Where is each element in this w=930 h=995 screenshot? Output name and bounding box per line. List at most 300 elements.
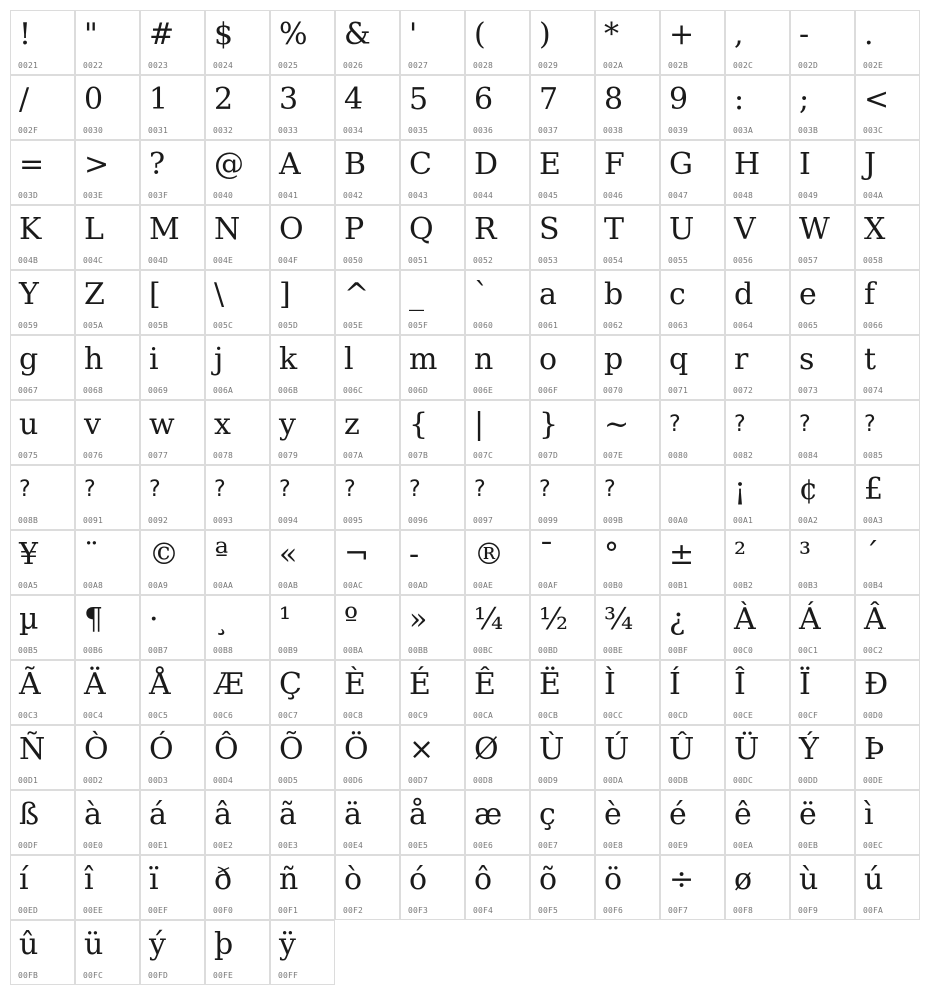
glyph-code-label: 00FB	[18, 971, 39, 980]
glyph-sample: Æ	[214, 667, 245, 702]
glyph-code-label: 0076	[83, 451, 104, 460]
glyph-cell	[205, 790, 270, 855]
missing-glyph-box: ?	[214, 477, 226, 502]
glyph-cell	[75, 335, 140, 400]
glyph-sample: s	[799, 342, 815, 377]
glyph-cell	[530, 140, 595, 205]
glyph-code-label: 0025	[278, 61, 299, 70]
glyph-cell	[725, 595, 790, 660]
glyph-code-label: 0043	[408, 191, 429, 200]
glyph-code-label: 0085	[863, 451, 884, 460]
glyph-code-label: 0046	[603, 191, 624, 200]
glyph-code-label: 00B2	[733, 581, 754, 590]
glyph-cell	[335, 855, 400, 920]
glyph-cell	[400, 140, 465, 205]
glyph-sample: b	[604, 277, 624, 312]
glyph-code-label: 0074	[863, 386, 884, 395]
glyph-cell	[400, 790, 465, 855]
glyph-code-label: 00E1	[148, 841, 169, 850]
glyph-code-label: 0028	[473, 61, 494, 70]
glyph-sample: {	[409, 407, 429, 442]
glyph-code-label: 00A3	[863, 516, 884, 525]
glyph-sample: =	[19, 147, 45, 182]
glyph-cell	[140, 140, 205, 205]
glyph-code-label: 006C	[343, 386, 364, 395]
glyph-sample: 2	[214, 82, 234, 117]
glyph-cell	[855, 465, 920, 530]
glyph-cell	[530, 270, 595, 335]
glyph-code-label: 00A5	[18, 581, 39, 590]
glyph-code-label: 004A	[863, 191, 884, 200]
glyph-cell	[10, 855, 75, 920]
glyph-code-label: 007E	[603, 451, 624, 460]
glyph-sample: Ã	[19, 667, 41, 702]
glyph-sample: ×	[409, 732, 435, 767]
glyph-code-label: 0071	[668, 386, 689, 395]
glyph-code-label: 004B	[18, 256, 39, 265]
glyph-code-label: 0094	[278, 516, 299, 525]
glyph-sample: ¯	[539, 537, 554, 572]
glyph-code-label: 00B7	[148, 646, 169, 655]
glyph-sample: Ò	[84, 732, 109, 767]
glyph-code-label: 006E	[473, 386, 494, 395]
glyph-sample: m	[409, 342, 438, 377]
glyph-cell	[855, 10, 920, 75]
glyph-code-label: 00AE	[473, 581, 494, 590]
glyph-cell	[335, 725, 400, 790]
glyph-sample: K	[19, 212, 42, 247]
glyph-code-label: 00B0	[603, 581, 624, 590]
glyph-cell	[725, 205, 790, 270]
glyph-code-label: 00C8	[343, 711, 364, 720]
glyph-sample: #	[149, 17, 175, 52]
glyph-sample: Ç	[279, 667, 302, 702]
glyph-sample: g	[19, 342, 39, 377]
glyph-sample: 1	[149, 82, 169, 117]
glyph-code-label: 002A	[603, 61, 624, 70]
glyph-code-label: 002E	[863, 61, 884, 70]
glyph-cell	[855, 595, 920, 660]
glyph-sample: ø	[734, 862, 753, 897]
missing-glyph-box: ?	[864, 412, 876, 437]
glyph-cell	[725, 140, 790, 205]
glyph-cell	[10, 595, 75, 660]
glyph-code-label: 00B3	[798, 581, 819, 590]
glyph-sample: û	[19, 927, 39, 962]
glyph-code-label: 00A0	[668, 516, 689, 525]
glyph-cell	[790, 660, 855, 725]
glyph-code-label: 009B	[603, 516, 624, 525]
glyph-cell	[855, 530, 920, 595]
glyph-cell	[660, 205, 725, 270]
glyph-code-label: 0084	[798, 451, 819, 460]
glyph-cell	[75, 595, 140, 660]
glyph-code-label: 003B	[798, 126, 819, 135]
glyph-sample: -	[409, 537, 420, 572]
glyph-sample: ó	[409, 862, 428, 897]
glyph-sample: C	[409, 147, 432, 182]
glyph-sample: Z	[84, 277, 105, 312]
glyph-cell	[855, 660, 920, 725]
glyph-code-label: 0041	[278, 191, 299, 200]
glyph-code-label: 0056	[733, 256, 754, 265]
glyph-cell	[530, 595, 595, 660]
glyph-cell	[855, 140, 920, 205]
glyph-cell	[660, 855, 725, 920]
glyph-sample: ú	[864, 862, 884, 897]
glyph-sample: Â	[864, 602, 886, 637]
glyph-sample: <	[864, 82, 890, 117]
glyph-cell	[270, 10, 335, 75]
glyph-cell	[75, 725, 140, 790]
missing-glyph-box: ?	[474, 477, 486, 502]
glyph-sample: ß	[19, 797, 40, 832]
glyph-code-label: 00BD	[538, 646, 559, 655]
glyph-code-label: 00F5	[538, 906, 559, 915]
glyph-code-label: 00E8	[603, 841, 624, 850]
glyph-cell	[270, 270, 335, 335]
glyph-cell	[790, 595, 855, 660]
glyph-sample: )	[539, 17, 551, 52]
glyph-cell	[140, 530, 205, 595]
glyph-cell	[465, 725, 530, 790]
glyph-sample: |	[474, 407, 485, 442]
glyph-cell	[400, 465, 465, 530]
glyph-sample: È	[344, 667, 366, 702]
glyph-code-label: 00BA	[343, 646, 364, 655]
glyph-cell	[270, 335, 335, 400]
glyph-code-label: 0044	[473, 191, 494, 200]
glyph-sample: Ù	[539, 732, 565, 767]
glyph-cell	[140, 335, 205, 400]
glyph-code-label: 0062	[603, 321, 624, 330]
glyph-cell	[595, 725, 660, 790]
glyph-sample: R	[474, 212, 497, 247]
glyph-code-label: 00AC	[343, 581, 364, 590]
glyph-cell	[595, 595, 660, 660]
glyph-code-label: 00E7	[538, 841, 559, 850]
glyph-cell	[725, 855, 790, 920]
glyph-cell	[660, 465, 725, 530]
glyph-code-label: 003A	[733, 126, 754, 135]
glyph-code-label: 00EF	[148, 906, 169, 915]
glyph-sample: $	[214, 17, 234, 52]
glyph-cell	[400, 75, 465, 140]
glyph-cell	[335, 75, 400, 140]
glyph-code-label: 00D9	[538, 776, 559, 785]
glyph-sample: a	[539, 277, 557, 312]
glyph-code-label: 0082	[733, 451, 754, 460]
glyph-sample: I	[799, 147, 811, 182]
glyph-cell	[140, 595, 205, 660]
glyph-sample: V	[734, 212, 756, 247]
glyph-cell	[205, 530, 270, 595]
glyph-sample: ¡	[734, 472, 747, 507]
glyph-code-label: 00F2	[343, 906, 364, 915]
glyph-cell	[595, 465, 660, 530]
glyph-sample: ¾	[604, 602, 634, 637]
glyph-code-label: 007D	[538, 451, 559, 460]
glyph-cell	[530, 75, 595, 140]
glyph-code-label: 00B8	[213, 646, 234, 655]
glyph-sample: Ý	[799, 732, 819, 767]
glyph-grid	[10, 10, 920, 985]
glyph-code-label: 0045	[538, 191, 559, 200]
glyph-sample: f	[864, 277, 876, 312]
glyph-cell	[465, 140, 530, 205]
glyph-cell	[75, 140, 140, 205]
glyph-code-label: 00E9	[668, 841, 689, 850]
glyph-sample: Î	[734, 667, 746, 702]
glyph-cell	[790, 465, 855, 530]
glyph-code-label: 00BF	[668, 646, 689, 655]
glyph-code-label: 00E3	[278, 841, 299, 850]
glyph-sample: Ô	[214, 732, 239, 767]
glyph-code-label: 007C	[473, 451, 494, 460]
glyph-cell	[465, 205, 530, 270]
glyph-cell	[75, 10, 140, 75]
glyph-sample: H	[734, 147, 761, 182]
glyph-code-label: 00D3	[148, 776, 169, 785]
glyph-cell	[400, 855, 465, 920]
glyph-code-label: 00F9	[798, 906, 819, 915]
glyph-sample: «	[279, 537, 298, 572]
glyph-sample: ¿	[669, 602, 686, 637]
glyph-code-label: 004C	[83, 256, 104, 265]
glyph-code-label: 00C5	[148, 711, 169, 720]
glyph-code-label: 00FC	[83, 971, 104, 980]
glyph-cell	[75, 270, 140, 335]
glyph-sample: P	[344, 212, 365, 247]
glyph-code-label: 00E6	[473, 841, 494, 850]
glyph-sample: :	[734, 82, 745, 117]
glyph-cell	[855, 75, 920, 140]
glyph-cell	[10, 660, 75, 725]
glyph-sample: O	[279, 212, 304, 247]
glyph-cell	[270, 725, 335, 790]
glyph-sample: *	[604, 17, 619, 52]
glyph-cell	[465, 10, 530, 75]
glyph-code-label: 0033	[278, 126, 299, 135]
glyph-cell	[660, 400, 725, 465]
glyph-sample: ÿ	[279, 927, 296, 962]
missing-glyph-box: ?	[344, 477, 356, 502]
glyph-sample: ý	[149, 927, 166, 962]
glyph-code-label: 0023	[148, 61, 169, 70]
glyph-cell	[270, 75, 335, 140]
glyph-code-label: 00A2	[798, 516, 819, 525]
glyph-sample: c	[669, 277, 686, 312]
glyph-cell	[595, 205, 660, 270]
glyph-code-label: 00E0	[83, 841, 104, 850]
glyph-cell	[270, 205, 335, 270]
glyph-cell	[205, 140, 270, 205]
glyph-sample: ~	[604, 407, 630, 442]
glyph-sample: £	[864, 472, 884, 507]
glyph-cell	[205, 920, 270, 985]
glyph-sample: 8	[604, 82, 624, 117]
glyph-sample: º	[344, 602, 359, 637]
glyph-sample: Q	[409, 212, 434, 247]
glyph-sample: ;	[799, 82, 810, 117]
glyph-sample: À	[734, 602, 756, 637]
glyph-sample: Ü	[734, 732, 760, 767]
glyph-code-label: 0021	[18, 61, 39, 70]
glyph-cell	[270, 855, 335, 920]
glyph-cell	[10, 140, 75, 205]
glyph-sample: ä	[344, 797, 362, 832]
glyph-cell	[140, 855, 205, 920]
glyph-cell	[790, 530, 855, 595]
glyph-sample: ¥	[19, 537, 39, 572]
glyph-sample: /	[19, 82, 30, 117]
glyph-cell	[140, 725, 205, 790]
glyph-code-label: 00D2	[83, 776, 104, 785]
glyph-sample: Ú	[604, 732, 630, 767]
glyph-cell	[530, 660, 595, 725]
glyph-code-label: 00F6	[603, 906, 624, 915]
glyph-sample: (	[474, 17, 486, 52]
glyph-cell	[205, 595, 270, 660]
glyph-sample: u	[19, 407, 39, 442]
glyph-cell	[855, 400, 920, 465]
glyph-sample: W	[799, 212, 830, 247]
glyph-code-label: 0096	[408, 516, 429, 525]
glyph-sample: k	[279, 342, 298, 377]
glyph-sample: @	[214, 147, 244, 182]
glyph-sample: G	[669, 147, 693, 182]
glyph-sample: ½	[539, 602, 569, 637]
glyph-code-label: 0097	[473, 516, 494, 525]
glyph-sample: q	[669, 342, 689, 377]
glyph-code-label: 006F	[538, 386, 559, 395]
glyph-code-label: 005F	[408, 321, 429, 330]
glyph-code-label: 00BC	[473, 646, 494, 655]
glyph-sample: ¸	[214, 602, 229, 637]
glyph-sample: ¬	[344, 537, 370, 572]
glyph-cell	[595, 270, 660, 335]
glyph-cell	[335, 10, 400, 75]
glyph-cell	[725, 270, 790, 335]
glyph-cell	[400, 205, 465, 270]
glyph-code-label: 0036	[473, 126, 494, 135]
glyph-cell	[205, 660, 270, 725]
glyph-code-label: 00AA	[213, 581, 234, 590]
glyph-sample: Ê	[474, 667, 496, 702]
glyph-sample: ¶	[84, 602, 104, 637]
glyph-sample: X	[864, 212, 886, 247]
glyph-code-label: 00DB	[668, 776, 689, 785]
glyph-code-label: 0067	[18, 386, 39, 395]
glyph-code-label: 00C9	[408, 711, 429, 720]
glyph-cell	[530, 400, 595, 465]
glyph-code-label: 0026	[343, 61, 364, 70]
glyph-cell	[75, 530, 140, 595]
glyph-cell	[790, 335, 855, 400]
glyph-sample: Á	[799, 602, 821, 637]
glyph-sample: v	[84, 407, 101, 442]
glyph-sample: 0	[84, 82, 104, 117]
glyph-sample: ë	[799, 797, 817, 832]
glyph-sample: i	[149, 342, 159, 377]
glyph-code-label: 00D5	[278, 776, 299, 785]
glyph-cell	[335, 465, 400, 530]
glyph-cell	[270, 790, 335, 855]
missing-glyph-box: ?	[84, 477, 96, 502]
glyph-cell	[530, 10, 595, 75]
glyph-code-label: 0079	[278, 451, 299, 460]
glyph-code-label: 00EE	[83, 906, 104, 915]
glyph-code-label: 0093	[213, 516, 234, 525]
glyph-sample: ©	[149, 537, 179, 572]
glyph-cell	[205, 10, 270, 75]
glyph-cell	[595, 790, 660, 855]
glyph-code-label: 0070	[603, 386, 624, 395]
glyph-code-label: 00EB	[798, 841, 819, 850]
glyph-code-label: 0069	[148, 386, 169, 395]
glyph-sample: à	[84, 797, 102, 832]
glyph-sample: Ð	[864, 667, 889, 702]
missing-glyph-box: ?	[669, 412, 681, 437]
glyph-code-label: 0064	[733, 321, 754, 330]
glyph-cell	[140, 270, 205, 335]
glyph-sample: ®	[474, 537, 504, 572]
glyph-cell	[660, 595, 725, 660]
glyph-code-label: 00F7	[668, 906, 689, 915]
glyph-sample: 6	[474, 82, 494, 117]
glyph-cell	[530, 335, 595, 400]
glyph-code-label: 00C4	[83, 711, 104, 720]
glyph-sample: F	[604, 147, 625, 182]
glyph-sample: Ó	[149, 732, 174, 767]
missing-glyph-box: ?	[604, 477, 616, 502]
glyph-cell	[75, 855, 140, 920]
glyph-code-label: 00C7	[278, 711, 299, 720]
glyph-code-label: 0077	[148, 451, 169, 460]
glyph-cell	[205, 400, 270, 465]
glyph-code-label: 0030	[83, 126, 104, 135]
glyph-cell	[75, 660, 140, 725]
glyph-code-label: 0072	[733, 386, 754, 395]
glyph-cell	[595, 10, 660, 75]
glyph-code-label: 0039	[668, 126, 689, 135]
glyph-cell	[790, 855, 855, 920]
glyph-cell	[205, 75, 270, 140]
glyph-code-label: 00AF	[538, 581, 559, 590]
glyph-cell	[725, 10, 790, 75]
glyph-code-label: 00ED	[18, 906, 39, 915]
glyph-code-label: 00C0	[733, 646, 754, 655]
missing-glyph-box: ?	[409, 477, 421, 502]
glyph-code-label: 00C2	[863, 646, 884, 655]
glyph-cell	[400, 10, 465, 75]
glyph-code-label: 0048	[733, 191, 754, 200]
glyph-cell	[790, 725, 855, 790]
glyph-cell	[205, 335, 270, 400]
glyph-cell	[660, 75, 725, 140]
glyph-cell	[75, 75, 140, 140]
glyph-cell	[790, 400, 855, 465]
glyph-code-label: 0080	[668, 451, 689, 460]
glyph-sample: A	[279, 147, 301, 182]
glyph-code-label: 00B4	[863, 581, 884, 590]
glyph-cell	[10, 205, 75, 270]
glyph-code-label: 00CC	[603, 711, 624, 720]
glyph-code-label: 00C1	[798, 646, 819, 655]
glyph-cell	[205, 855, 270, 920]
glyph-cell	[335, 530, 400, 595]
glyph-code-label: 00E4	[343, 841, 364, 850]
